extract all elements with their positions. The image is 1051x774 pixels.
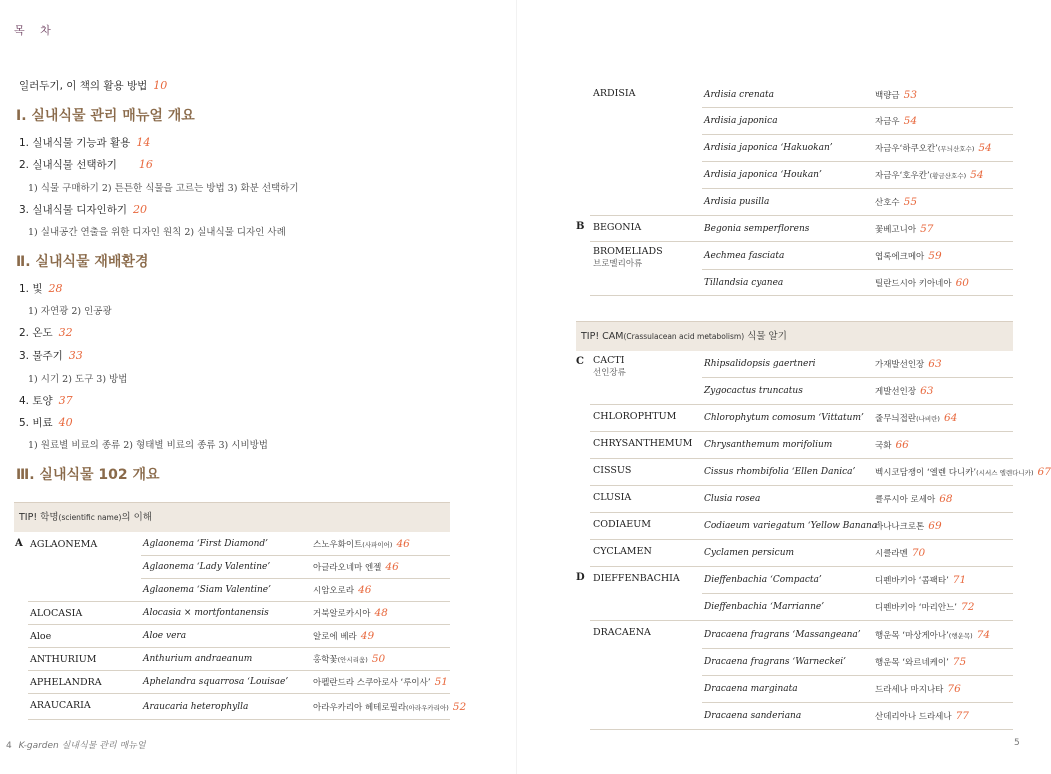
korean-name: 행운목 ‘마상게아나’(행운목) 74	[875, 629, 991, 641]
scientific-name: Cissus rhombifolia ‘Ellen Danica’	[704, 467, 856, 477]
scientific-name: Ardisia japonica ‘Houkan’	[704, 170, 822, 180]
page-number: 46	[385, 561, 399, 573]
page-number: 72	[961, 601, 975, 613]
table-row[interactable]	[590, 378, 1013, 405]
korean-name: 산데리아나 드라세나 77	[875, 710, 969, 722]
korean-name: 알로에 베라 49	[313, 630, 375, 642]
page-number: 55	[903, 196, 918, 208]
index-letter: C	[576, 356, 584, 367]
page-number: 46	[358, 584, 372, 596]
page-number: 63	[920, 385, 934, 397]
toc-item-label: 3. 실내식물 디자인하기	[19, 204, 127, 216]
genus-name: AGLAONEMA	[30, 539, 98, 550]
genus-name: ALOCASIA	[30, 608, 83, 619]
korean-name: 백량금 53	[875, 89, 918, 101]
toc-item-label: 1. 빛	[19, 283, 43, 295]
korean-name: 시암오로라 46	[313, 584, 372, 596]
page-number: 16	[138, 158, 153, 171]
toc-subitems: 1) 자연광 2) 인공광	[28, 306, 112, 317]
toc-item-label: 2. 온도	[19, 327, 53, 339]
page-number: 54	[978, 142, 992, 154]
toc-item[interactable]	[19, 325, 73, 340]
scientific-name: Dracaena fragrans ‘Massangeana’	[704, 630, 861, 640]
korean-name: 자금우 54	[875, 115, 918, 127]
korean-name: 벡시코담쟁이 ‘엘렌 다니카’(시서스 엘렌다니카) 67	[875, 466, 1051, 478]
genus-name: DIEFFENBACHIA	[593, 573, 680, 584]
page-number-right: 5	[1014, 738, 1020, 748]
genus-name: ARAUCARIA	[30, 700, 91, 711]
page-number: 40	[58, 416, 73, 429]
scientific-name: Begonia semperflorens	[704, 224, 810, 234]
genus-name: CISSUS	[593, 465, 632, 476]
page-number: 70	[911, 547, 926, 559]
page-number: 76	[947, 683, 961, 695]
korean-name-note: (무늬산호수)	[937, 145, 975, 153]
toc-item[interactable]	[19, 202, 147, 217]
scientific-name: Clusia rosea	[704, 494, 761, 504]
genus-name: CACTI 선인장류	[593, 355, 626, 378]
page-number: 63	[928, 358, 942, 370]
row-divider	[28, 719, 450, 720]
korean-name-note: (황금산호수)	[929, 172, 967, 180]
genus-korean-name: 브로멜리아류	[593, 259, 643, 269]
korean-name: 자금우‘하쿠오칸’(무늬산호수) 54	[875, 142, 992, 154]
section-heading-3[interactable]: Ⅲ. 실내식물 102 개요	[16, 467, 160, 483]
table-row[interactable]	[590, 486, 1013, 513]
index-letter: A	[15, 538, 23, 549]
page-number: 57	[920, 223, 934, 235]
page-number: 67	[1037, 466, 1051, 478]
scientific-name: Dracaena marginata	[704, 684, 798, 694]
table-row[interactable]	[28, 625, 450, 648]
index-letter: B	[576, 221, 585, 232]
page-number: 48	[374, 607, 388, 619]
row-divider	[590, 295, 1013, 296]
toc-item-label: 3. 물주기	[19, 350, 63, 362]
table-row[interactable]	[590, 189, 1013, 216]
page-number: 49	[360, 630, 375, 642]
genus-name: ARDISIA	[593, 88, 636, 99]
scientific-name: Rhipsalidopsis gaertneri	[704, 359, 816, 369]
korean-name-note: (행운목)	[948, 632, 973, 640]
page-number: 77	[955, 710, 969, 722]
table-row[interactable]	[590, 405, 1013, 432]
scientific-name: Aloe vera	[143, 631, 187, 641]
korean-name-note: (안시리움)	[337, 656, 368, 664]
korean-name: 줄무늬접란(나비란) 64	[875, 412, 958, 424]
toc-item-label: 4. 토양	[19, 395, 53, 407]
table-row[interactable]	[590, 703, 1013, 730]
toc-item[interactable]	[19, 157, 153, 172]
footer-left	[6, 738, 146, 751]
korean-name: 아글라오네마 엔젤 46	[313, 561, 399, 573]
table-row[interactable]	[590, 594, 1013, 621]
table-row[interactable]	[576, 351, 1013, 378]
korean-name: 아펠란드라 스쿠아로사 ‘루이사’ 51	[313, 676, 448, 688]
korean-name: 클루시아 로세아 68	[875, 493, 953, 505]
scientific-name: Chrysanthemum morifolium	[704, 440, 833, 450]
scientific-name: Araucaria heterophylla	[143, 702, 249, 712]
scientific-name: Ardisia japonica	[704, 116, 778, 126]
korean-name: 시클라멘 70	[875, 547, 926, 559]
page-number: 32	[58, 326, 73, 339]
korean-name: 국화 66	[875, 439, 909, 451]
scientific-name: Chlorophytum comosum ‘Vittatum’	[704, 413, 864, 423]
table-row[interactable]	[590, 270, 1013, 296]
table-row[interactable]	[590, 162, 1013, 189]
footer-book-title: K-garden 실내식물 관리 매뉴얼	[18, 741, 146, 751]
korean-name: 엽록에크메아 59	[875, 250, 942, 262]
scientific-name: Cyclamen persicum	[704, 548, 795, 558]
toc-item[interactable]	[19, 135, 150, 150]
page-number: 59	[928, 250, 942, 262]
table-row[interactable]	[15, 533, 450, 556]
scientific-name: Tillandsia cyanea	[704, 278, 784, 288]
table-row[interactable]	[576, 567, 1013, 594]
page-number: 66	[895, 439, 909, 451]
table-row[interactable]	[590, 621, 1013, 649]
page-number-left: 4	[6, 741, 12, 751]
table-row[interactable]	[28, 671, 450, 694]
page-gutter	[516, 0, 517, 774]
table-row[interactable]	[590, 108, 1013, 135]
table-row[interactable]	[576, 216, 1013, 242]
korean-name: 틸란드시아 키아네아 60	[875, 277, 969, 289]
table-row[interactable]	[590, 649, 1013, 676]
toc-item-label: 5. 비료	[19, 417, 53, 429]
toc-item[interactable]	[19, 393, 73, 408]
scientific-name: Aphelandra squarrosa ‘Louisae’	[143, 677, 289, 687]
toc-subitems: 1) 식물 구매하기 2) 튼튼한 식물을 고르는 방법 3) 화분 선택하기	[28, 183, 299, 194]
korean-name-note: (나비란)	[916, 415, 940, 423]
table-row[interactable]	[28, 602, 450, 625]
page-number: 50	[371, 653, 386, 665]
genus-name: DRACAENA	[593, 627, 651, 638]
scientific-name: Aechmea fasciata	[704, 251, 785, 261]
table-row[interactable]	[590, 242, 1013, 270]
scientific-name: Ardisia japonica ‘Hakuokan’	[704, 143, 833, 153]
table-row[interactable]	[28, 648, 450, 671]
table-row[interactable]	[590, 135, 1013, 162]
toc-intro[interactable]	[19, 78, 167, 93]
korean-name: 가재발선인장 63	[875, 358, 942, 370]
korean-name: 꽃베고니아 57	[875, 223, 934, 235]
korean-name: 디펜바키아 ‘콤팩타’ 71	[875, 574, 967, 586]
page-number: 54	[903, 115, 918, 127]
tip-label: TIP! 학명	[19, 512, 59, 523]
scientific-name: Codiaeum variegatum ‘Yellow Banana’	[704, 521, 880, 531]
korean-name-note: (사파이어)	[362, 541, 393, 549]
tip-label-rest: 식물 알기	[744, 331, 787, 342]
korean-name: 디펜바키아 ‘마리안느’ 72	[875, 601, 975, 613]
korean-name: 스노우화이트(사파이어) 46	[313, 538, 410, 550]
korean-name-note: (시서스 엘렌다니카)	[976, 469, 1034, 477]
korean-name: 행운목 ‘와르네케이’ 75	[875, 656, 967, 668]
scientific-name: Ardisia crenata	[704, 90, 774, 100]
genus-name: CLUSIA	[593, 492, 632, 503]
toc-intro-label: 일러두기, 이 책의 활용 방법	[19, 80, 148, 92]
left-page	[0, 0, 516, 774]
table-row[interactable]	[590, 513, 1013, 540]
tip-cam-plants[interactable]	[576, 321, 1013, 351]
korean-name: 아라우카리아 헤테로필라(아라우카리아) 52	[313, 701, 467, 713]
tip-label-small: (Crassulacean acid metabolism)	[623, 332, 745, 341]
toc-subitems: 1) 원료별 비료의 종류 2) 형태별 비료의 종류 3) 시비방법	[28, 440, 268, 451]
page-number: 20	[132, 203, 147, 216]
scientific-name: Dieffenbachia ‘Compacta’	[704, 575, 822, 585]
genus-korean-name: 선인장류	[593, 368, 626, 378]
genus-name: CHRYSANTHEMUM	[593, 438, 693, 449]
scientific-name: Alocasia × mortfontanensis	[143, 608, 269, 618]
toc-subitems: 1) 실내공간 연출을 위한 디자인 원칙 2) 실내식물 디자인 사례	[28, 227, 286, 238]
scientific-name: Dracaena fragrans ‘Warneckei’	[704, 657, 847, 667]
korean-name-note: (아라우카리아)	[406, 704, 449, 712]
toc-item[interactable]	[19, 348, 83, 363]
page-number: 69	[928, 520, 942, 532]
page-number: 71	[952, 574, 967, 586]
toc-subitems: 1) 시기 2) 도구 3) 방법	[28, 374, 128, 385]
genus-name: APHELANDRA	[30, 677, 102, 688]
table-row[interactable]	[590, 432, 1013, 459]
scientific-name: Aglaonema ‘Siam Valentine’	[143, 585, 271, 595]
genus-name: Aloe	[30, 631, 52, 642]
table-row[interactable]	[28, 556, 450, 579]
toc-title: 목 차	[14, 24, 57, 37]
index-letter: D	[576, 572, 585, 583]
page-number: 46	[396, 538, 410, 550]
page-number: 28	[48, 282, 63, 295]
table-row[interactable]	[590, 459, 1051, 486]
korean-name: 홍학꽃(안시리움) 50	[313, 653, 386, 665]
korean-name: 거북알로카시아 48	[313, 607, 388, 619]
page-number: 54	[970, 169, 984, 181]
scientific-name: Ardisia pusilla	[704, 197, 770, 207]
page-number: 51	[434, 676, 448, 688]
page-number: 64	[943, 412, 958, 424]
scientific-name: Dracaena sanderiana	[704, 711, 802, 721]
genus-name: ANTHURIUM	[30, 654, 97, 665]
tip-scientific-name[interactable]	[14, 502, 450, 532]
table-row[interactable]	[28, 579, 450, 602]
korean-name: 게발선인장 63	[875, 385, 934, 397]
page-number: 75	[952, 656, 967, 668]
page-number: 53	[903, 89, 918, 101]
table-row[interactable]	[590, 676, 1013, 703]
section-heading-1[interactable]: Ⅰ. 실내식물 관리 매뉴얼 개요	[16, 108, 195, 124]
table-row[interactable]	[590, 82, 1013, 108]
page-number: 74	[976, 629, 991, 641]
korean-name: 자금우‘호우칸’(황금산호수) 54	[875, 169, 984, 181]
section-heading-2[interactable]: Ⅱ. 실내식물 재배환경	[16, 254, 149, 270]
toc-item[interactable]	[19, 415, 73, 430]
genus-name: BROMELIADS 브로멜리아류	[593, 246, 663, 269]
page-number: 37	[58, 394, 73, 407]
page-number: 68	[939, 493, 953, 505]
tip-label-small: (scientific name)	[58, 513, 122, 522]
toc-item[interactable]	[19, 281, 63, 296]
scientific-name: Anthurium andraeanum	[143, 654, 253, 664]
genus-name: CHLOROPHTUM	[593, 411, 677, 422]
toc-item-label: 2. 실내식물 선택하기	[19, 159, 117, 171]
page-number: 60	[955, 277, 969, 289]
scientific-name: Aglaonema ‘Lady Valentine’	[143, 562, 271, 572]
table-row[interactable]	[28, 694, 467, 720]
scientific-name: Zygocactus truncatus	[704, 386, 803, 396]
korean-name: 드라세나 마지나타 76	[875, 683, 961, 695]
genus-name: CODIAEUM	[593, 519, 651, 530]
page-number: 10	[153, 79, 168, 92]
tip-label-rest: 의 이해	[121, 512, 152, 523]
tip-label: TIP! CAM	[581, 331, 624, 342]
korean-name: 바나나크로톤 69	[875, 520, 942, 532]
page-number: 33	[68, 349, 83, 362]
scientific-name: Dieffenbachia ‘Marrianne’	[704, 602, 825, 612]
scientific-name: Aglaonema ‘First Diamond’	[143, 539, 269, 549]
page-number: 52	[452, 701, 467, 713]
toc-item-label: 1. 실내식물 기능과 활용	[19, 137, 131, 149]
genus-name: BEGONIA	[593, 222, 642, 233]
korean-name: 산호수 55	[875, 196, 918, 208]
row-divider	[590, 729, 1013, 730]
genus-name: CYCLAMEN	[593, 546, 652, 557]
page-number: 14	[136, 136, 151, 149]
table-row[interactable]	[590, 540, 1013, 567]
